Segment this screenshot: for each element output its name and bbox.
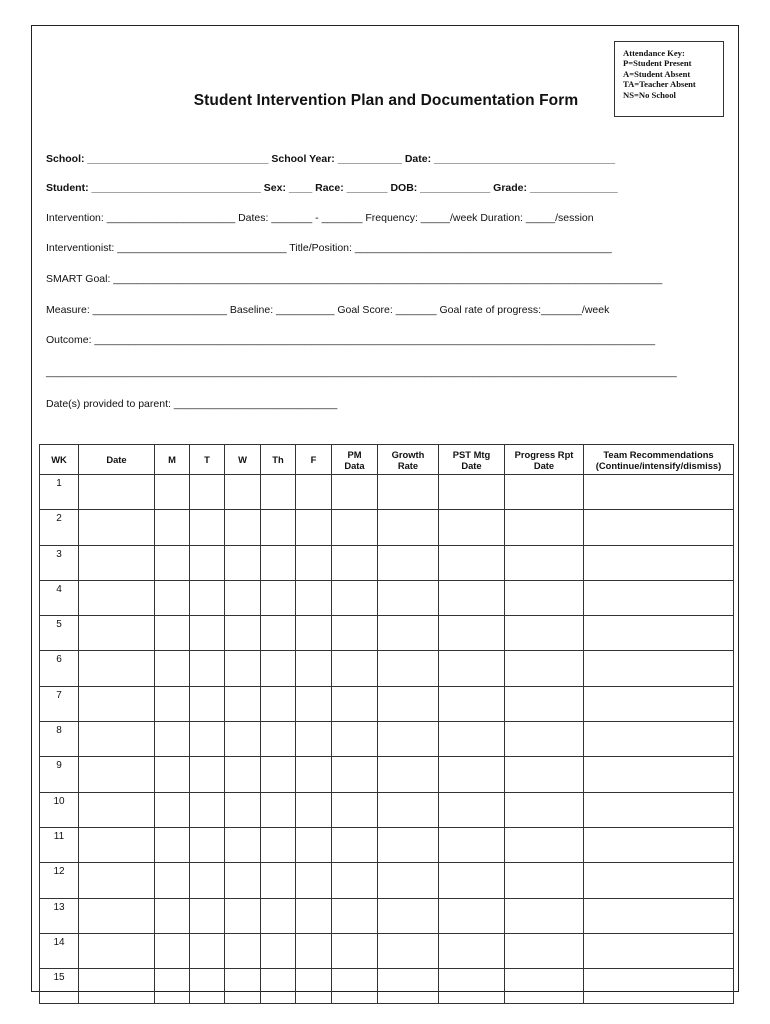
team-recommendations-cell[interactable] [584, 898, 734, 933]
progress-rpt-date-cell[interactable] [505, 651, 584, 686]
t-cell[interactable] [190, 969, 225, 1004]
th-cell[interactable] [261, 580, 296, 615]
pm-data-cell[interactable] [332, 792, 378, 827]
t-cell[interactable] [190, 722, 225, 757]
th-cell[interactable] [261, 863, 296, 898]
t-cell[interactable] [190, 580, 225, 615]
pst-mtg-date-cell[interactable] [439, 863, 505, 898]
w-cell[interactable] [225, 898, 261, 933]
week-number-cell: 13 [40, 898, 79, 933]
week-number-cell: 2 [40, 510, 79, 545]
col-header-pst-mtg-date: PST Mtg Date [439, 445, 505, 475]
table-row [40, 933, 734, 968]
growth-rate-cell[interactable] [378, 545, 439, 580]
date-cell[interactable] [79, 722, 155, 757]
week-number-cell: 9 [40, 757, 79, 792]
w-cell[interactable] [225, 722, 261, 757]
t-cell[interactable] [190, 616, 225, 651]
t-cell[interactable] [190, 510, 225, 545]
school-row[interactable]: School: _______________________________ School Year: ___________ Date: _______________________________ [46, 153, 616, 165]
pst-mtg-date-cell[interactable] [439, 827, 505, 862]
date-cell[interactable] [79, 827, 155, 862]
growth-rate-cell[interactable] [378, 580, 439, 615]
w-cell[interactable] [225, 757, 261, 792]
date-cell[interactable] [79, 969, 155, 1004]
m-cell[interactable] [155, 792, 190, 827]
date-cell[interactable] [79, 580, 155, 615]
col-header-team-recommendations: Team Recommendations (Continue/intensify/dismiss) [584, 445, 734, 475]
progress-rpt-date-cell[interactable] [505, 580, 584, 615]
progress-rpt-date-cell[interactable] [505, 863, 584, 898]
m-cell[interactable] [155, 545, 190, 580]
growth-rate-cell[interactable] [378, 933, 439, 968]
table-row [40, 510, 734, 545]
pm-data-cell[interactable] [332, 863, 378, 898]
th-cell[interactable] [261, 969, 296, 1004]
growth-rate-cell[interactable] [378, 757, 439, 792]
f-cell[interactable] [296, 933, 332, 968]
progress-rpt-date-cell[interactable] [505, 686, 584, 721]
progress-rpt-date-cell[interactable] [505, 475, 584, 510]
team-recommendations-cell[interactable] [584, 616, 734, 651]
dates-to-parent-row[interactable]: Date(s) provided to parent: ____________________________ [46, 398, 338, 410]
student-row[interactable]: Student: _____________________________ Sex: ____ Race: _______ DOB: ____________ Grade: _______________ [46, 182, 618, 194]
pm-data-cell[interactable] [332, 722, 378, 757]
table-row [40, 863, 734, 898]
pst-mtg-date-cell[interactable] [439, 651, 505, 686]
w-cell[interactable] [225, 510, 261, 545]
m-cell[interactable] [155, 827, 190, 862]
growth-rate-cell[interactable] [378, 792, 439, 827]
pm-data-cell[interactable] [332, 616, 378, 651]
outcome-continuation-line[interactable]: ____________________________________________________________________________________________________________ [46, 366, 677, 378]
t-cell[interactable] [190, 792, 225, 827]
date-cell[interactable] [79, 510, 155, 545]
col-header-date: Date [79, 445, 155, 475]
date-cell[interactable] [79, 686, 155, 721]
team-recommendations-cell[interactable] [584, 475, 734, 510]
progress-rpt-date-cell[interactable] [505, 545, 584, 580]
m-cell[interactable] [155, 580, 190, 615]
growth-rate-cell[interactable] [378, 475, 439, 510]
smart-goal-row[interactable]: SMART Goal: ______________________________________________________________________________________________ [46, 273, 663, 285]
f-cell[interactable] [296, 863, 332, 898]
f-cell[interactable] [296, 757, 332, 792]
pm-data-cell[interactable] [332, 651, 378, 686]
team-recommendations-cell[interactable] [584, 757, 734, 792]
th-cell[interactable] [261, 792, 296, 827]
f-cell[interactable] [296, 616, 332, 651]
progress-rpt-date-cell[interactable] [505, 827, 584, 862]
date-cell[interactable] [79, 651, 155, 686]
form-title: Student Intervention Plan and Documentation Form [193, 92, 579, 109]
pst-mtg-date-cell[interactable] [439, 898, 505, 933]
pst-mtg-date-cell[interactable] [439, 933, 505, 968]
week-number-cell: 1 [40, 475, 79, 510]
f-cell[interactable] [296, 722, 332, 757]
form-page [31, 25, 739, 992]
week-number-cell: 7 [40, 686, 79, 721]
progress-rpt-date-cell[interactable] [505, 722, 584, 757]
t-cell[interactable] [190, 898, 225, 933]
pst-mtg-date-cell[interactable] [439, 545, 505, 580]
progress-rpt-date-cell[interactable] [505, 898, 584, 933]
table-row [40, 722, 734, 757]
table-row [40, 616, 734, 651]
pst-mtg-date-cell[interactable] [439, 722, 505, 757]
pm-data-cell[interactable] [332, 580, 378, 615]
progress-rpt-date-cell[interactable] [505, 933, 584, 968]
pm-data-cell[interactable] [332, 545, 378, 580]
th-cell[interactable] [261, 616, 296, 651]
growth-rate-cell[interactable] [378, 616, 439, 651]
w-cell[interactable] [225, 863, 261, 898]
growth-rate-cell[interactable] [378, 863, 439, 898]
attendance-key-line: NS=No School [623, 89, 676, 100]
f-cell[interactable] [296, 651, 332, 686]
m-cell[interactable] [155, 475, 190, 510]
date-cell[interactable] [79, 475, 155, 510]
table-row [40, 545, 734, 580]
col-header-th: Th [261, 445, 296, 475]
f-cell[interactable] [296, 686, 332, 721]
t-cell[interactable] [190, 545, 225, 580]
team-recommendations-cell[interactable] [584, 651, 734, 686]
date-cell[interactable] [79, 933, 155, 968]
t-cell[interactable] [190, 757, 225, 792]
w-cell[interactable] [225, 792, 261, 827]
outcome-row[interactable]: Outcome: ________________________________________________________________________________________________ [46, 334, 656, 346]
t-cell[interactable] [190, 933, 225, 968]
growth-rate-cell[interactable] [378, 722, 439, 757]
m-cell[interactable] [155, 898, 190, 933]
m-cell[interactable] [155, 686, 190, 721]
col-header-m: M [155, 445, 190, 475]
f-cell[interactable] [296, 475, 332, 510]
pst-mtg-date-cell[interactable] [439, 510, 505, 545]
week-number-cell: 15 [40, 969, 79, 1004]
date-cell[interactable] [79, 616, 155, 651]
week-number-cell: 11 [40, 827, 79, 862]
f-cell[interactable] [296, 898, 332, 933]
th-cell[interactable] [261, 898, 296, 933]
th-cell[interactable] [261, 651, 296, 686]
team-recommendations-cell[interactable] [584, 827, 734, 862]
t-cell[interactable] [190, 651, 225, 686]
t-cell[interactable] [190, 475, 225, 510]
pm-data-cell[interactable] [332, 827, 378, 862]
week-number-cell: 4 [40, 580, 79, 615]
w-cell[interactable] [225, 969, 261, 1004]
w-cell[interactable] [225, 651, 261, 686]
m-cell[interactable] [155, 510, 190, 545]
table-row [40, 686, 734, 721]
date-cell[interactable] [79, 792, 155, 827]
team-recommendations-cell[interactable] [584, 792, 734, 827]
pm-data-cell[interactable] [332, 686, 378, 721]
m-cell[interactable] [155, 757, 190, 792]
pst-mtg-date-cell[interactable] [439, 969, 505, 1004]
table-row [40, 651, 734, 686]
measure-row[interactable]: Measure: _______________________ Baseline: __________ Goal Score: _______ Goal rate of progress:_______/week [46, 304, 610, 316]
growth-rate-cell[interactable] [378, 898, 439, 933]
date-cell[interactable] [79, 898, 155, 933]
col-header-f: F [296, 445, 332, 475]
pst-mtg-date-cell[interactable] [439, 475, 505, 510]
th-cell[interactable] [261, 933, 296, 968]
pm-data-cell[interactable] [332, 898, 378, 933]
w-cell[interactable] [225, 616, 261, 651]
pst-mtg-date-cell[interactable] [439, 757, 505, 792]
growth-rate-cell[interactable] [378, 651, 439, 686]
progress-rpt-date-cell[interactable] [505, 510, 584, 545]
col-header-t: T [190, 445, 225, 475]
growth-rate-cell[interactable] [378, 686, 439, 721]
th-cell[interactable] [261, 722, 296, 757]
w-cell[interactable] [225, 545, 261, 580]
f-cell[interactable] [296, 510, 332, 545]
attendance-key-line: A=Student Absent [623, 68, 691, 79]
col-header-w: W [225, 445, 261, 475]
th-cell[interactable] [261, 827, 296, 862]
week-number-cell: 5 [40, 616, 79, 651]
f-cell[interactable] [296, 969, 332, 1004]
team-recommendations-cell[interactable] [584, 933, 734, 968]
table-row [40, 475, 734, 510]
growth-rate-cell[interactable] [378, 969, 439, 1004]
team-recommendations-cell[interactable] [584, 510, 734, 545]
table-header-row [40, 445, 734, 475]
pm-data-cell[interactable] [332, 969, 378, 1004]
progress-rpt-date-cell[interactable] [505, 757, 584, 792]
week-number-cell: 12 [40, 863, 79, 898]
weekly-log-table [39, 444, 734, 1004]
team-recommendations-cell[interactable] [584, 686, 734, 721]
interventionist-row[interactable]: Interventionist: _____________________________ Title/Position: ____________________________________________ [46, 242, 612, 254]
team-recommendations-cell[interactable] [584, 969, 734, 1004]
intervention-row[interactable]: Intervention: ______________________ Dates: _______ - _______ Frequency: _____/week Duration: _____/session [46, 212, 594, 224]
th-cell[interactable] [261, 686, 296, 721]
team-recommendations-cell[interactable] [584, 863, 734, 898]
table-row [40, 969, 734, 1004]
week-number-cell: 6 [40, 651, 79, 686]
w-cell[interactable] [225, 933, 261, 968]
m-cell[interactable] [155, 933, 190, 968]
team-recommendations-cell[interactable] [584, 545, 734, 580]
date-cell[interactable] [79, 863, 155, 898]
w-cell[interactable] [225, 580, 261, 615]
week-number-cell: 10 [40, 792, 79, 827]
f-cell[interactable] [296, 545, 332, 580]
th-cell[interactable] [261, 545, 296, 580]
m-cell[interactable] [155, 651, 190, 686]
th-cell[interactable] [261, 475, 296, 510]
attendance-key-line: TA=Teacher Absent [623, 79, 696, 90]
pst-mtg-date-cell[interactable] [439, 580, 505, 615]
f-cell[interactable] [296, 792, 332, 827]
progress-rpt-date-cell[interactable] [505, 969, 584, 1004]
th-cell[interactable] [261, 510, 296, 545]
table-row [40, 827, 734, 862]
f-cell[interactable] [296, 827, 332, 862]
table-row [40, 757, 734, 792]
f-cell[interactable] [296, 580, 332, 615]
growth-rate-cell[interactable] [378, 510, 439, 545]
col-header-pm-data: PM Data [332, 445, 378, 475]
pm-data-cell[interactable] [332, 510, 378, 545]
team-recommendations-cell[interactable] [584, 722, 734, 757]
pm-data-cell[interactable] [332, 933, 378, 968]
table-row [40, 792, 734, 827]
w-cell[interactable] [225, 475, 261, 510]
pm-data-cell[interactable] [332, 475, 378, 510]
date-cell[interactable] [79, 757, 155, 792]
attendance-key-line: P=Student Present [623, 58, 692, 69]
week-number-cell: 14 [40, 933, 79, 968]
pst-mtg-date-cell[interactable] [439, 686, 505, 721]
t-cell[interactable] [190, 686, 225, 721]
m-cell[interactable] [155, 969, 190, 1004]
pst-mtg-date-cell[interactable] [439, 792, 505, 827]
pst-mtg-date-cell[interactable] [439, 616, 505, 651]
progress-rpt-date-cell[interactable] [505, 792, 584, 827]
growth-rate-cell[interactable] [378, 827, 439, 862]
table-row [40, 580, 734, 615]
attendance-key-line: Attendance Key: [623, 48, 685, 58]
col-header-growth-rate: Growth Rate [378, 445, 439, 475]
col-header-progress-rpt-date: Progress Rpt Date [505, 445, 584, 475]
t-cell[interactable] [190, 863, 225, 898]
date-cell[interactable] [79, 545, 155, 580]
col-header-wk: WK [40, 445, 79, 475]
team-recommendations-cell[interactable] [584, 580, 734, 615]
w-cell[interactable] [225, 686, 261, 721]
progress-rpt-date-cell[interactable] [505, 616, 584, 651]
th-cell[interactable] [261, 757, 296, 792]
table-row [40, 898, 734, 933]
t-cell[interactable] [190, 827, 225, 862]
week-number-cell: 3 [40, 545, 79, 580]
m-cell[interactable] [155, 722, 190, 757]
m-cell[interactable] [155, 616, 190, 651]
pm-data-cell[interactable] [332, 757, 378, 792]
m-cell[interactable] [155, 863, 190, 898]
w-cell[interactable] [225, 827, 261, 862]
week-number-cell: 8 [40, 722, 79, 757]
